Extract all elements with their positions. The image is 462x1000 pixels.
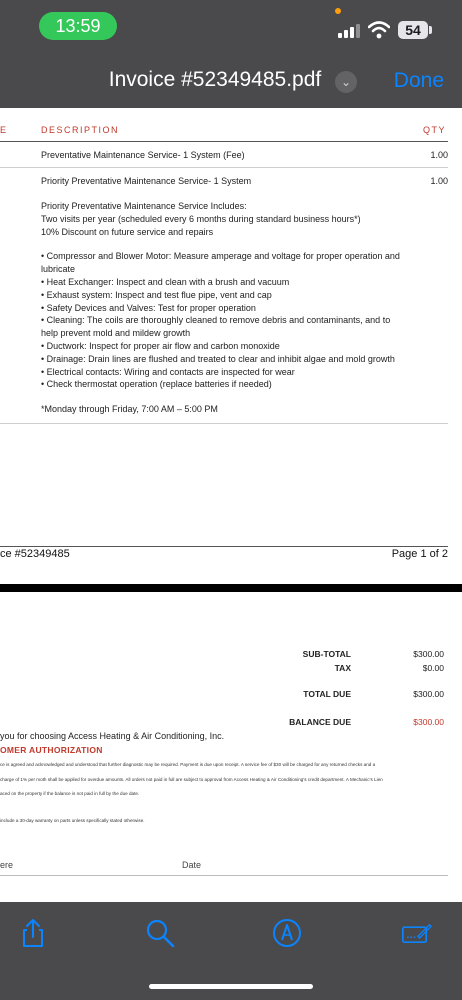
invoice-reference: ce #52349485 bbox=[0, 548, 70, 560]
battery-indicator: 54 bbox=[398, 21, 428, 39]
tax-value: $0.00 bbox=[422, 663, 444, 673]
details-footnote: *Monday through Friday, 7:00 AM – 5:00 PM bbox=[41, 404, 218, 415]
done-button[interactable]: Done bbox=[393, 69, 444, 92]
subtotal-label: SUB-TOTAL bbox=[302, 649, 351, 659]
annotate-icon[interactable] bbox=[402, 918, 432, 948]
line-item-description: Preventative Maintenance Service- 1 System (Fee) bbox=[41, 150, 245, 160]
details-intro-line: Priority Preventative Maintenance Service Includes: bbox=[41, 201, 247, 211]
details-bullet: • Heat Exchanger: Inspect and clean with a brush and vacuum bbox=[41, 276, 290, 287]
header-divider bbox=[0, 141, 448, 142]
cellular-signal-icon bbox=[338, 24, 362, 38]
pdf-page-2[interactable] bbox=[0, 592, 462, 902]
description-column-header: DESCRIPTION bbox=[41, 125, 120, 135]
document-title[interactable]: Invoice #52349485.pdf bbox=[108, 68, 322, 91]
table-bottom-divider bbox=[0, 423, 448, 424]
details-bullet: • Safety Devices and Valves: Test for proper operation bbox=[41, 302, 256, 313]
authorization-heading: OMER AUTHORIZATION bbox=[0, 745, 103, 755]
tax-label: TAX bbox=[334, 663, 351, 673]
page-separator bbox=[0, 584, 462, 592]
details-bullet: • Check thermostat operation (replace batteries if needed) bbox=[41, 379, 272, 390]
details-bullet: • Electrical contacts: Wiring and contacts are inspected for wear bbox=[41, 366, 295, 377]
warranty-line: include a 30-day warranty on parts unless specifically stated otherwise. bbox=[0, 818, 145, 823]
footer-divider bbox=[0, 546, 448, 547]
top-bar bbox=[0, 0, 462, 108]
qty-column-header: QTY bbox=[422, 125, 446, 135]
privacy-indicator-dot bbox=[335, 8, 341, 14]
details-bullet: • Compressor and Blower Motor: Measure amperage and voltage for proper operation and lubricate bbox=[41, 251, 400, 275]
share-icon[interactable] bbox=[18, 918, 48, 948]
details-intro-line: Two visits per year (scheduled every 6 months during standard business hours*) bbox=[41, 213, 361, 224]
details-bullet: • Exhaust system: Inspect and test flue pipe, vent and cap bbox=[41, 289, 272, 300]
total-due-label: TOTAL DUE bbox=[303, 689, 351, 699]
subtotal-value: $300.00 bbox=[413, 649, 444, 659]
page-number: Page 1 of 2 bbox=[391, 548, 448, 560]
balance-due-value: $300.00 bbox=[413, 717, 444, 727]
terms-line: ce is agreed and acknowledged and understood that further diagnostic may be required. Payment is due upon receipt. A service fee of $30 will be charged for any returned checks and a bbox=[0, 762, 376, 767]
markup-icon[interactable] bbox=[272, 918, 302, 948]
row-divider bbox=[0, 167, 448, 168]
terms-line: aced on the property if the balance is not paid in full by the due date. bbox=[0, 791, 140, 796]
line-item-description: Priority Preventative Maintenance Service- 1 System bbox=[41, 176, 252, 186]
total-due-value: $300.00 bbox=[413, 689, 444, 699]
chevron-down-icon[interactable]: ⌄ bbox=[335, 71, 357, 93]
wifi-icon bbox=[368, 21, 390, 39]
home-indicator[interactable] bbox=[149, 984, 313, 989]
date-label: Date bbox=[182, 860, 202, 870]
line-item-qty: 1.00 bbox=[430, 150, 448, 160]
line-item-qty: 1.00 bbox=[430, 176, 448, 186]
details-bullet: • Drainage: Drain lines are flushed and treated to clear and inhibit algae and mold growth bbox=[41, 353, 395, 364]
status-time[interactable]: 13:59 bbox=[39, 12, 117, 40]
signature-label: ere bbox=[0, 860, 14, 870]
signature-line bbox=[0, 875, 448, 876]
search-icon[interactable] bbox=[145, 918, 175, 948]
terms-line: charge of 1% per moth shall be applied for overdue amounts. All orders not paid in full are subject to approval from Access Heating & Air Conditioning's credit department. A Mechanic's Lien bbox=[0, 777, 383, 782]
details-bullet: • Cleaning: The coils are thoroughly cleaned to remove debris and contaminants, and to help prevent mold and mildew growth bbox=[41, 315, 391, 339]
service-details bbox=[41, 200, 401, 416]
details-bullet: • Ductwork: Inspect for proper air flow and carbon monoxide bbox=[41, 340, 280, 351]
thank-you-note: you for choosing Access Heating & Air Conditioning, Inc. bbox=[0, 731, 225, 741]
pdf-page-1[interactable] bbox=[0, 108, 462, 584]
cropped-column-header: E bbox=[0, 125, 7, 135]
balance-due-label: BALANCE DUE bbox=[289, 717, 351, 727]
details-intro-line: 10% Discount on future service and repairs bbox=[41, 226, 214, 237]
battery-tip bbox=[429, 26, 432, 34]
